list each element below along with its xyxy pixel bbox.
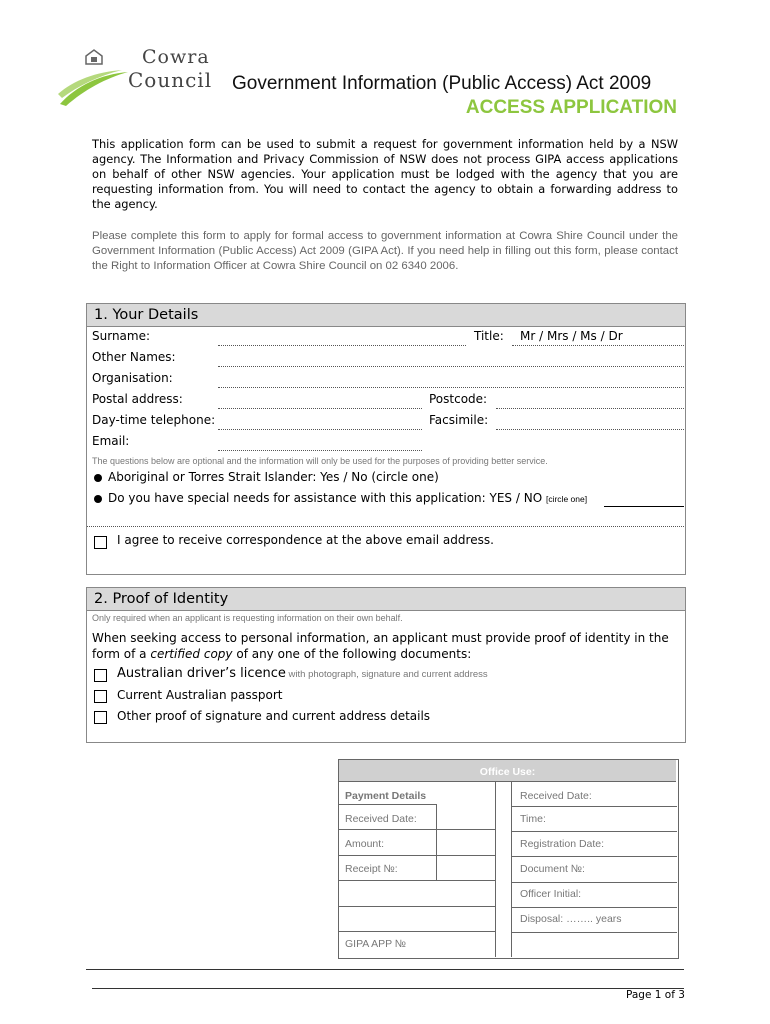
officer-initial-label: Officer Initial:	[520, 888, 582, 900]
bullet-icon	[94, 474, 102, 482]
question-special-needs-text: Do you have special needs for assistance with this application: YES / NO	[108, 491, 543, 505]
office-use-box	[338, 759, 679, 959]
logo-swoosh-icon	[56, 46, 136, 108]
drivers-licence-note: with photograph, signature and current address	[285, 669, 488, 680]
page-subtitle: ACCESS APPLICATION	[465, 97, 677, 118]
footer-rule	[92, 988, 684, 989]
office-use-header	[339, 760, 676, 782]
bullet-icon	[94, 495, 102, 503]
office-row-line	[339, 804, 436, 805]
office-row-line	[511, 831, 677, 832]
received-date-left-label: Received Date:	[345, 813, 417, 825]
other-names-field[interactable]	[218, 366, 684, 367]
office-row-line	[511, 907, 677, 908]
instructions-paragraph: Please complete this form to apply for formal access to government information at Cowra Shire Council under the Government Information (Public Access) Act 2009 (GIPA Act). If you need help in filling out this form, please contact the Right to Information Officer at Cowra Shire Council on 02 6340 2006.	[92, 230, 678, 272]
email-consent-label: I agree to receive correspondence at the above email address.	[117, 533, 494, 547]
office-row-line	[339, 829, 495, 830]
page-title: Government Information (Public Access) Act 2009	[232, 73, 652, 94]
question-aboriginal[interactable]	[94, 470, 439, 484]
office-row-line	[339, 906, 495, 907]
payment-details-label: Payment Details	[345, 790, 427, 802]
office-col-divider-1	[495, 781, 496, 957]
daytime-telephone-field[interactable]	[218, 429, 422, 430]
disposal-label: Disposal: …….. years	[520, 913, 622, 925]
title-field[interactable]	[512, 345, 684, 346]
postcode-field[interactable]	[496, 408, 684, 409]
question-special-needs[interactable]	[94, 491, 587, 505]
organisation-field[interactable]	[218, 387, 684, 388]
office-col-divider-2	[511, 781, 512, 957]
office-row-line	[511, 856, 677, 857]
passport-checkbox[interactable]	[94, 690, 107, 703]
postal-address-field[interactable]	[218, 408, 422, 409]
question-aboriginal-text: Aboriginal or Torres Strait Islander: Yes / No (circle one)	[108, 470, 439, 484]
drivers-licence-text: Australian driver’s licence	[117, 666, 286, 681]
gipa-app-label: GIPA APP №	[345, 938, 407, 950]
office-use-title: Office Use:	[479, 766, 536, 778]
office-row-line	[511, 932, 677, 933]
special-needs-line[interactable]	[604, 506, 684, 507]
passport-label: Current Australian passport	[117, 688, 283, 702]
drivers-licence-label	[117, 666, 488, 681]
logo-line2: Council	[128, 68, 213, 92]
office-row-line	[339, 931, 495, 932]
section-1-title: 1. Your Details	[87, 304, 685, 327]
section-2-title: 2. Proof of Identity	[87, 588, 685, 611]
office-row-line	[511, 806, 677, 807]
office-row-line	[339, 855, 495, 856]
proof-paragraph-em: certified copy	[150, 647, 233, 661]
circle-one-note: [circle one]	[545, 494, 588, 504]
council-logo	[56, 46, 216, 108]
optional-note: The questions below are optional and the information will only be used for the purposes of providing better service.	[92, 456, 548, 466]
office-row-line	[511, 882, 677, 883]
time-label: Time:	[520, 813, 546, 825]
surname-field[interactable]	[218, 345, 466, 346]
drivers-licence-checkbox[interactable]	[94, 669, 107, 682]
facsimile-label: Facsimile:	[429, 413, 489, 427]
proof-paragraph	[92, 630, 682, 662]
surname-label: Surname:	[92, 329, 151, 343]
footer-rule-top	[86, 969, 684, 970]
amount-label: Amount:	[345, 838, 385, 850]
other-names-label: Other Names:	[92, 350, 176, 364]
other-proof-checkbox[interactable]	[94, 711, 107, 724]
email-label: Email:	[92, 434, 130, 448]
proof-note: Only required when an applicant is requesting information on their own behalf.	[92, 613, 403, 623]
email-field[interactable]	[218, 450, 422, 451]
facsimile-field[interactable]	[496, 429, 684, 430]
proof-paragraph-b: of any one of the following documents:	[232, 647, 472, 661]
title-options[interactable]: Mr / Mrs / Ms / Dr	[520, 329, 623, 343]
logo-line1: Cowra	[142, 46, 210, 68]
organisation-label: Organisation:	[92, 371, 173, 385]
office-left-inner-divider	[436, 804, 437, 880]
document-label: Document №:	[520, 863, 585, 875]
office-row-line	[339, 880, 495, 881]
received-date-right-label: Received Date:	[520, 790, 592, 802]
email-consent-checkbox[interactable]	[94, 536, 107, 549]
proof-paragraph-a: When seeking access to personal information, an applicant must provide proof of identity in the form of a	[92, 631, 669, 661]
registration-date-label: Registration Date:	[520, 838, 605, 850]
page-number: Page 1 of 3	[626, 989, 685, 1001]
section-1-divider	[87, 526, 684, 527]
receipt-label: Receipt №:	[345, 863, 398, 875]
other-proof-label: Other proof of signature and current address details	[117, 709, 431, 723]
title-label: Title:	[474, 329, 504, 343]
daytime-telephone-label: Day-time telephone:	[92, 413, 216, 427]
intro-paragraph: This application form can be used to submit a request for government information held by a NSW agency. The Information and Privacy Commission of NSW does not process GIPA access applications on behalf of other NSW agencies. Your application must be lodged with the agency that you are requesting information from. You will need to contact the agency to obtain a forwarding address to the agency.	[92, 137, 678, 211]
postal-address-label: Postal address:	[92, 392, 183, 406]
postcode-label: Postcode:	[429, 392, 488, 406]
